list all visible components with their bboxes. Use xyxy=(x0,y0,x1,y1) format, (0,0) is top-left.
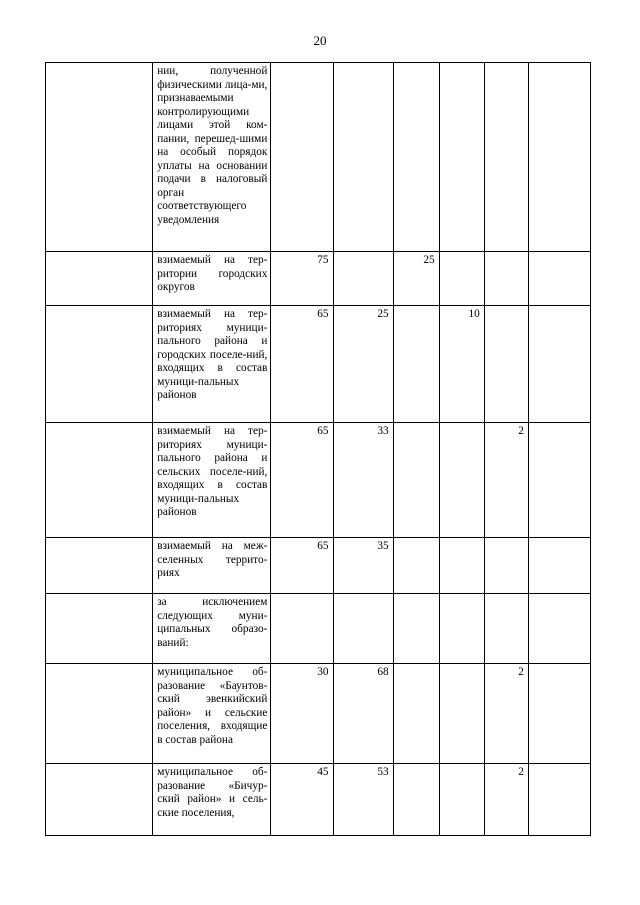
table-row xyxy=(46,664,591,764)
code-cell xyxy=(46,63,153,252)
value-cell xyxy=(528,664,590,764)
code-cell xyxy=(46,594,153,664)
table-row xyxy=(46,252,591,306)
value-cell xyxy=(439,63,484,252)
value-cell xyxy=(393,538,439,594)
value-cell xyxy=(484,538,528,594)
value-cell: 30 xyxy=(271,664,333,764)
value-cell xyxy=(484,63,528,252)
value-cell xyxy=(333,63,393,252)
value-cell xyxy=(271,594,333,664)
tax-label-cell: муниципальное об-разование «Бичур-ский район» и сель-ские поселения, xyxy=(153,764,271,836)
value-cell xyxy=(528,423,590,538)
value-cell xyxy=(439,423,484,538)
value-cell: 2 xyxy=(484,764,528,836)
value-cell xyxy=(528,63,590,252)
value-cell xyxy=(333,594,393,664)
value-cell xyxy=(528,306,590,423)
table-row xyxy=(46,423,591,538)
value-cell: 25 xyxy=(393,252,439,306)
code-cell xyxy=(46,423,153,538)
value-cell: 65 xyxy=(271,423,333,538)
value-cell xyxy=(333,252,393,306)
tax-label-cell: муниципальное об-разование «Баунтов-ский эвенкийский район» и сельские поселения, входящие в состав района xyxy=(153,664,271,764)
value-cell xyxy=(528,764,590,836)
tax-label-cell: взимаемый на тер-риториях муници-пального района и городских поселе-ний, входящих в состав муници-пальных районов xyxy=(153,306,271,423)
value-cell xyxy=(439,764,484,836)
tax-label-cell: нии, полученной физическими лица-ми, признаваемыми контролирующими лицами этой ком-пании, перешед-шими на особый порядок уплаты на основании подачи в налоговый орган соответствующего уведомления xyxy=(153,63,271,252)
value-cell: 25 xyxy=(333,306,393,423)
value-cell xyxy=(439,538,484,594)
value-cell: 10 xyxy=(439,306,484,423)
value-cell xyxy=(393,764,439,836)
page-number: 20 xyxy=(313,33,327,48)
value-cell: 33 xyxy=(333,423,393,538)
value-cell xyxy=(393,306,439,423)
code-cell xyxy=(46,664,153,764)
value-cell xyxy=(528,538,590,594)
table-row xyxy=(46,306,591,423)
value-cell xyxy=(484,594,528,664)
value-cell xyxy=(393,63,439,252)
value-cell: 35 xyxy=(333,538,393,594)
table-row xyxy=(46,764,591,836)
value-cell xyxy=(271,63,333,252)
value-cell xyxy=(439,664,484,764)
value-cell xyxy=(393,594,439,664)
value-cell xyxy=(439,594,484,664)
budget-distribution-table xyxy=(45,62,591,836)
value-cell xyxy=(439,252,484,306)
code-cell xyxy=(46,538,153,594)
tax-label-cell: взимаемый на тер-риториях муници-пального района и сельских поселе-ний, входящих в состав муници-пальных районов xyxy=(153,423,271,538)
code-cell xyxy=(46,764,153,836)
value-cell: 65 xyxy=(271,538,333,594)
value-cell: 65 xyxy=(271,306,333,423)
code-cell xyxy=(46,306,153,423)
code-cell xyxy=(46,252,153,306)
value-cell xyxy=(528,594,590,664)
tax-label-cell: за исключением следующих муни-ципальных образо-ваний: xyxy=(153,594,271,664)
value-cell: 75 xyxy=(271,252,333,306)
value-cell xyxy=(484,252,528,306)
value-cell: 2 xyxy=(484,664,528,764)
table-row xyxy=(46,594,591,664)
value-cell: 2 xyxy=(484,423,528,538)
table-row xyxy=(46,63,591,252)
table-row xyxy=(46,538,591,594)
value-cell: 68 xyxy=(333,664,393,764)
value-cell xyxy=(484,306,528,423)
tax-label-cell: взимаемый на меж-селенных террито-риях xyxy=(153,538,271,594)
value-cell xyxy=(528,252,590,306)
value-cell: 45 xyxy=(271,764,333,836)
tax-label-cell: взимаемый на тер-ритории городских округов xyxy=(153,252,271,306)
value-cell xyxy=(393,664,439,764)
value-cell xyxy=(393,423,439,538)
value-cell: 53 xyxy=(333,764,393,836)
